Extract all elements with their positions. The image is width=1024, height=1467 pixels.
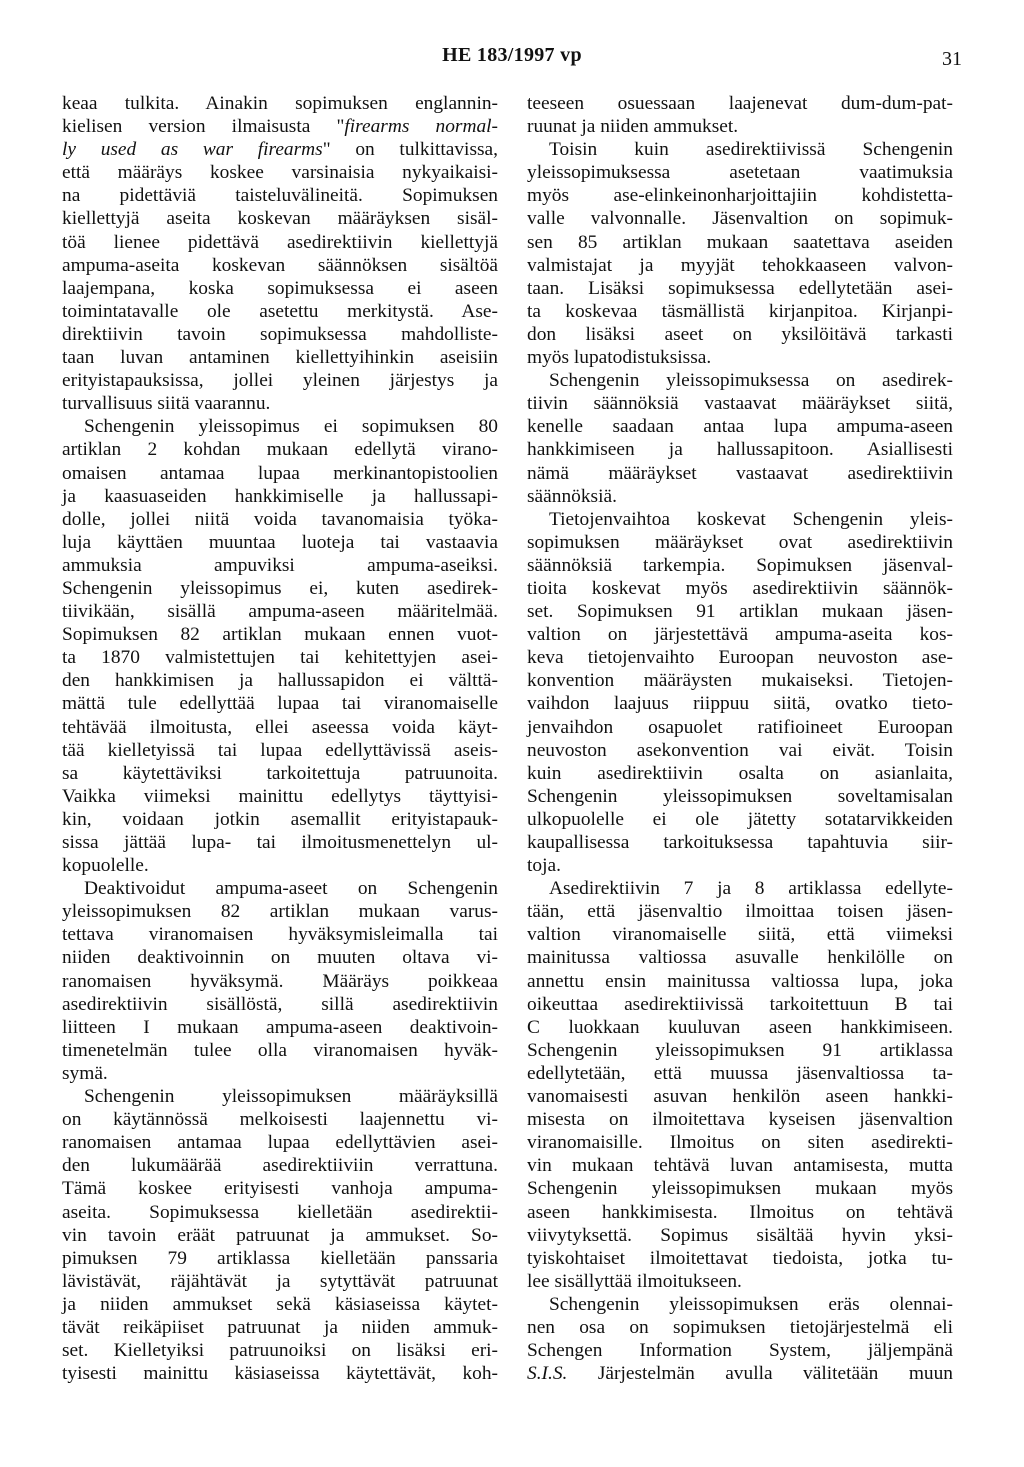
text-line: vin tavoin eräät patruunat ja ammukset. So- <box>62 1224 498 1246</box>
text-line: ta 1870 valmistettujen tai kehitettyjen asei- <box>62 647 498 669</box>
text-line: tää kielletyissä tai lupaa edellyttävissä aseis- <box>62 739 498 761</box>
text-line: Schengenin yleissopimuksen 91 artiklassa <box>527 1039 953 1061</box>
text-line: liitteen I mukaan ampuma-aseen deaktivoin- <box>62 1016 498 1038</box>
text-line: set. Sopimuksen 91 artiklan mukaan jäsen- <box>527 601 953 623</box>
text-line: edellytetään, että muussa jäsenvaltiossa ta- <box>527 1062 953 1084</box>
text-line: Toisin kuin asedirektiivissä Schengenin <box>549 139 953 161</box>
text-line: omaisen antamaa lupaa merkinantopistoolien <box>62 462 498 484</box>
text-line: neuvoston asekonvention vai eivät. Toisin <box>527 739 953 761</box>
text-line: aseita. Sopimuksessa kielletään asedirektii- <box>62 1201 498 1223</box>
text-line: kaupallisessa tarkoituksessa tapahtuvia siir- <box>527 832 953 853</box>
text-line: taan. Lisäksi sopimuksessa edellytetään asei- <box>527 277 953 299</box>
text-line: toimintatavalle ole asetettu merkitystä. Ase- <box>62 300 498 322</box>
text-line: den hankkimisen ja hallussapidon ei välttä- <box>62 670 498 692</box>
text-line: Tietojenvaihtoa koskevat Schengenin yleis- <box>549 508 953 530</box>
text-line: erityistapauksissa, jollei yleinen järjestys ja <box>62 370 498 392</box>
text-run: kielisen version ilmaisusta " <box>62 116 345 138</box>
text-line: C luokkaan kuuluvan aseen hankkimiseen. <box>527 1016 953 1038</box>
text-line: kopuolelle. <box>62 855 149 877</box>
text-line: niiden deaktivoinnin on muuten oltava vi- <box>62 947 498 969</box>
text-line: vaihdon laajuus riippuu siitä, ovatko tieto- <box>527 693 953 715</box>
text-line: tyisesti mainittu käsiaseissa käytettävät, koh- <box>62 1363 498 1385</box>
text-line: mainitussa valtiossa asuvalle henkilölle on <box>527 947 953 969</box>
text-column-left <box>62 92 498 1385</box>
text-line: Schengenin yleissopimuksen eräs olennai- <box>549 1293 953 1315</box>
text-line: set. Kielletyiksi patruunoiksi on lisäksi eri- <box>62 1340 498 1362</box>
text-line: aseen hankkimisesta. Ilmoitus on tehtävä <box>527 1201 953 1223</box>
text-line: valtion on järjestettävä ampuma-aseita kos- <box>527 624 953 646</box>
text-line: kiellettyjä aseita koskevan määräyksen sisäl- <box>62 208 498 230</box>
text-line: valmistajat ja myyjät tehokkaaseen valvon- <box>527 254 953 276</box>
text-line: sa käytettäviksi tarkoitettuja patruunoita. <box>62 762 498 784</box>
text-line: tehtävää ilmoitusta, ellei aseessa voida käyt- <box>62 716 498 738</box>
text-line: ta koskevaa täsmällistä kirjanpitoa. Kirjanpi- <box>527 300 953 322</box>
text-line: ammuksia ampuviksi ampuma-aseiksi. <box>62 554 498 576</box>
text-line <box>62 115 498 138</box>
page-number: 31 <box>942 48 962 70</box>
text-line: mättä tule edellyttää lupaa tai viranomaiselle <box>62 693 498 715</box>
text-line: tettava viranomaisen hyväksymisleimalla tai <box>62 924 498 946</box>
text-column-right <box>527 92 953 1385</box>
italic-text-run: S.I.S. <box>527 1363 568 1385</box>
text-line: myös ase-elinkeinonharjoittajiin kohdistetta- <box>527 185 953 207</box>
text-line: hankkimiseen ja hallussapitoon. Asiallisesti <box>527 439 953 461</box>
text-line: nämä määräykset vastaavat asedirektiivin <box>527 462 953 484</box>
text-line: valtion viranomaiselle siitä, että viimeksi <box>527 924 953 946</box>
text-line: sissa jättää lupa- tai ilmoitusmenettelyn ul- <box>62 832 498 853</box>
text-line: Vaikka viimeksi mainittu edellytys täyttyisi- <box>62 785 498 807</box>
text-line: säännöksiä tarkempia. Sopimuksen jäsenval- <box>527 554 953 576</box>
text-line: sopimuksen määräykset ovat asedirektiivin <box>527 531 953 553</box>
text-line: jenvaihdon osapuolet ratifioineet Euroopan <box>527 716 953 738</box>
text-line: symä. <box>62 1062 108 1084</box>
text-line: kenelle saadaan antaa lupa ampuma-aseen <box>527 416 953 438</box>
text-line: artiklan 2 kohdan mukaan edellytä virano- <box>62 439 498 461</box>
text-line: toja. <box>527 855 561 877</box>
text-line: ja niiden ammukset sekä käsiaseissa käytet- <box>62 1293 498 1315</box>
text-line: tioita koskevat myös asedirektiivin säännök- <box>527 577 953 599</box>
text-line: taan luvan antaminen kiellettyihinkin aseisiin <box>62 347 498 369</box>
text-line: Schengenin yleissopimus ei, kuten asedirek- <box>62 577 498 599</box>
text-line: Schengenin yleissopimus ei sopimuksen 80 <box>84 416 498 438</box>
text-run: " on tulkittavissa, <box>322 139 498 161</box>
text-line: myös lupatodistuksissa. <box>527 347 712 369</box>
text-line: teeseen osuessaan laajenevat dum-dum-pat- <box>527 93 953 114</box>
text-line: direktiivin tavoin sopimuksessa mahdolliste- <box>62 323 498 345</box>
text-line: Schengenin yleissopimuksessa on asedirek- <box>549 370 953 392</box>
text-line: ruunat ja niiden ammukset. <box>527 116 739 138</box>
text-line: että määräys koskee varsinaisia nykyaikaisi- <box>62 162 498 184</box>
text-line: annettu ensin mainitussa valtiossa lupa, joka <box>527 970 953 992</box>
text-line: ampuma-aseita koskevan säännöksen sisältöä <box>62 254 498 276</box>
text-line: turvallisuus siitä vaarannu. <box>62 393 271 415</box>
text-line: dolle, jollei niitä voida tavanomaisia työka- <box>62 508 498 530</box>
text-line: viranomaisille. Ilmoitus on siten asedirekti- <box>527 1132 953 1154</box>
text-line: oikeuttaa asedirektiivissä tarkoitettuun B tai <box>527 993 953 1015</box>
text-line: viivytyksettä. Sopimus sisältää hyvin yksi- <box>527 1224 953 1246</box>
text-line: keva tietojenvaihto Euroopan neuvoston ase- <box>527 647 953 669</box>
text-line: pimuksen 79 artiklassa kielletään panssaria <box>62 1247 498 1269</box>
text-line: valle valvonnalle. Jäsenvaltion on sopimuk- <box>527 208 953 230</box>
text-line: sen 85 artiklan mukaan saatettava aseiden <box>527 231 953 253</box>
text-line: keaa tulkita. Ainakin sopimuksen englannin- <box>62 93 498 114</box>
italic-text-run: ly used as war firearms <box>62 139 323 161</box>
text-line: Schengenin yleissopimuksen mukaan myös <box>527 1178 953 1200</box>
text-line: lävistävät, räjähtävät ja sytyttävät patruunat <box>62 1270 498 1292</box>
running-title: HE 183/1997 vp <box>442 44 582 66</box>
text-run: Järjestelmän avulla välitetään muun <box>567 1363 953 1385</box>
page-header <box>0 44 1024 74</box>
text-line: yleissopimuksessa asetetaan vaatimuksia <box>527 162 953 184</box>
text-line: kin, voidaan jotkin asemallit erityistapauk- <box>62 808 498 830</box>
text-line: misesta on ilmoitettava kyseisen jäsenvaltion <box>527 1109 953 1131</box>
text-line: don lisäksi aseet on yksilöitävä tarkasti <box>527 323 953 345</box>
text-line: tään, että jäsenvaltio ilmoittaa toisen jäsen- <box>527 901 953 923</box>
text-line: kuin asedirektiivin osalta on asianlaita, <box>527 762 953 784</box>
text-line: ranomaisen antamaa lupaa edellyttävien asei- <box>62 1132 498 1154</box>
text-line: vanomaisesti asuvan henkilön aseen hankki- <box>527 1086 953 1108</box>
text-line: Schengenin yleissopimuksen määräyksillä <box>84 1086 498 1108</box>
text-line <box>527 1362 953 1385</box>
text-line: töä lienee pidettävä asedirektiivin kiellettyjä <box>62 231 498 253</box>
text-line: timenetelmän tulee olla viranomaisen hyväk- <box>62 1039 498 1061</box>
text-line: ranomaisen hyväksymä. Määräys poikkeaa <box>62 970 498 992</box>
text-line: ulkopuolelle ei ole jätetty sotatarvikkeiden <box>527 808 953 830</box>
text-line: na pidettäviä taisteluvälineitä. Sopimuksen <box>62 185 498 207</box>
text-line: luja käyttäen muuntaa luoteja tai vastaavia <box>62 531 498 553</box>
italic-text-run: firearms normal- <box>344 116 498 138</box>
text-line: Tämä koskee erityisesti vanhoja ampuma- <box>62 1178 498 1200</box>
text-line: Sopimuksen 82 artiklan mukaan ennen vuot- <box>62 624 498 646</box>
text-line: Schengen Information System, jäljempänä <box>527 1340 953 1362</box>
text-line: on käytännössä melkoisesti laajennettu vi- <box>62 1109 498 1131</box>
text-line: Deaktivoidut ampuma-aseet on Schengenin <box>84 878 498 900</box>
text-line: säännöksiä. <box>527 485 617 507</box>
text-line: laajempana, koska sopimuksessa ei aseen <box>62 277 498 299</box>
text-line: konvention määräysten mukaiseksi. Tietojen- <box>527 670 953 692</box>
text-line: tävät reikäpiiset patruunat ja niiden ammuk- <box>62 1316 498 1338</box>
text-line: Asedirektiivin 7 ja 8 artiklassa edellyte- <box>549 878 953 900</box>
text-line <box>62 138 498 161</box>
text-line: Schengenin yleissopimuksen soveltamisalan <box>527 785 953 807</box>
text-line: tiivin säännöksiä vastaavat määräykset siitä, <box>527 393 953 415</box>
text-line: tiivikään, sisällä ampuma-aseen määritelmää. <box>62 601 498 623</box>
text-line: tyiskohtaiset ilmoitettavat tiedoista, jotka tu- <box>527 1247 953 1269</box>
text-line: yleissopimuksen 82 artiklan mukaan varus- <box>62 901 498 923</box>
text-line: nen osa on sopimuksen tietojärjestelmä eli <box>527 1316 953 1338</box>
text-line: vin mukaan tehtävä luvan antamisesta, mutta <box>527 1155 953 1177</box>
text-line: lee sisällyttää ilmoitukseen. <box>527 1270 742 1292</box>
text-line: ja kaasuaseiden hankkimiselle ja hallussapi- <box>62 485 498 507</box>
text-line: den lukumäärää asedirektiiviin verrattuna. <box>62 1155 498 1177</box>
text-line: asedirektiivin sisällöstä, sillä asedirektiivin <box>62 993 498 1015</box>
